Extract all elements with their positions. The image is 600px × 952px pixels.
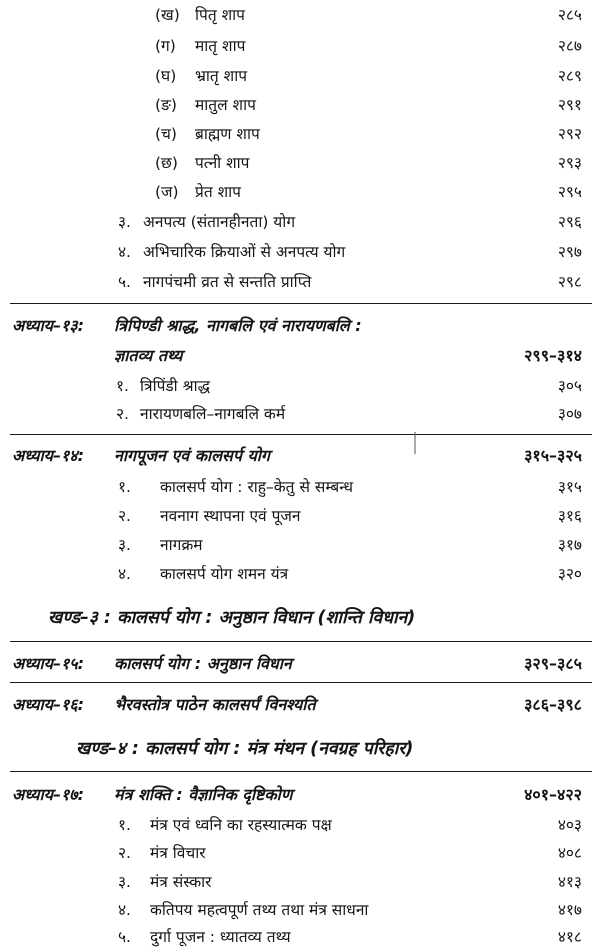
list-item: [0, 532, 600, 560]
item-title: ब्राह्मण शाप: [195, 125, 260, 143]
item-title: मातृ शाप: [195, 37, 246, 55]
list-item: [0, 239, 600, 267]
chapter-title: भैरवस्तोत्र पाठेन कालसर्पं विनश्यति: [114, 695, 316, 714]
list-item: [0, 269, 600, 297]
section-divider: [10, 434, 592, 435]
item-title: अनपत्य (संतानहीनता) योग: [143, 213, 296, 231]
item-page: ४०३: [557, 816, 582, 834]
chapter-label: अध्याय–१७:: [12, 785, 84, 804]
chapter-page-range: २९९–३१४: [524, 346, 582, 365]
chapter-title: मंत्र शक्ति : वैज्ञानिक दृष्टिकोण: [114, 785, 293, 804]
section-divider: [10, 303, 592, 304]
item-page: ४१३: [557, 873, 582, 891]
chapter-heading: [0, 692, 600, 720]
item-marker: (छ): [155, 154, 178, 172]
item-marker: ३.: [118, 873, 131, 891]
item-marker: २.: [118, 507, 131, 525]
item-page: २८५: [557, 6, 582, 24]
item-marker: (ङ): [155, 96, 177, 114]
list-item: [0, 373, 600, 401]
item-page: ३२०: [557, 565, 582, 583]
list-item: [0, 150, 600, 178]
item-marker: (घ): [155, 67, 177, 85]
item-page: २९३: [557, 154, 582, 172]
item-title: कतिपय महत्वपूर्ण तथ्य तथा मंत्र साधना: [150, 901, 369, 919]
list-item: [0, 401, 600, 429]
item-page: २९१: [557, 96, 582, 114]
item-title: कालसर्प योग शमन यंत्र: [160, 565, 289, 583]
item-marker: १.: [118, 478, 131, 496]
list-item: [0, 121, 600, 149]
item-title: प्रेत शाप: [195, 183, 241, 201]
list-item: [0, 474, 600, 502]
khand-title: खण्ड–४ : कालसर्प योग : मंत्र मंथन (नवग्रह परिहार): [76, 739, 414, 759]
item-title: नारायणबलि–नागबलि कर्म: [140, 405, 286, 423]
item-marker: (च): [155, 125, 177, 143]
item-title: पत्नी शाप: [195, 154, 250, 172]
item-page: २८७: [557, 37, 582, 55]
chapter-page-range: ४०१–४२२: [524, 785, 582, 804]
item-marker: ५.: [118, 273, 131, 291]
item-marker: (ज): [155, 183, 179, 201]
item-page: ३१७: [557, 536, 582, 554]
list-item: [0, 92, 600, 120]
item-marker: (ग): [155, 37, 176, 55]
chapter-label: अध्याय–१५:: [12, 654, 84, 673]
item-marker: ३.: [118, 213, 131, 231]
item-title: मंत्र विचार: [150, 844, 206, 862]
item-page: ३१६: [557, 507, 582, 525]
chapter-subheading: [0, 343, 600, 371]
section-heading: [0, 737, 600, 767]
chapter-title: कालसर्प योग : अनुष्ठान विधान: [114, 654, 292, 673]
chapter-heading: [0, 443, 600, 471]
item-page: २९८: [557, 273, 582, 291]
item-page: २९२: [557, 125, 582, 143]
chapter-label: अध्याय–१४:: [12, 446, 84, 465]
item-title: कालसर्प योग : राहु–केतु से सम्बन्ध: [160, 478, 354, 496]
item-title: दुर्गा पूजन : ध्यातव्य तथ्य: [150, 928, 291, 946]
item-page: ३१५: [557, 478, 582, 496]
list-item: [0, 897, 600, 925]
item-title: पितृ शाप: [195, 6, 245, 24]
chapter-page-range: ३२९–३८५: [524, 654, 582, 673]
list-item: [0, 179, 600, 207]
section-divider: [10, 641, 592, 642]
item-page: ३०७: [557, 405, 582, 423]
item-title: नागपंचमी व्रत से सन्तति प्राप्ति: [143, 273, 312, 291]
item-title: अभिचारिक क्रियाओं से अनपत्य योग: [143, 243, 346, 261]
item-marker: ४.: [118, 901, 131, 919]
list-item: [0, 924, 600, 952]
item-title: नवनाग स्थापना एवं पूजन: [160, 507, 301, 525]
item-marker: (ख): [155, 6, 180, 24]
item-page: २८९: [557, 67, 582, 85]
section-divider: [10, 771, 592, 772]
chapter-label: अध्याय–१६:: [12, 695, 84, 714]
chapter-title: नागपूजन एवं कालसर्प योग: [114, 446, 270, 465]
item-page: २९५: [557, 183, 582, 201]
chapter-subtitle: ज्ञातव्य तथ्य: [114, 346, 183, 365]
chapter-heading: [0, 782, 600, 810]
list-item: [0, 209, 600, 237]
chapter-label: अध्याय–१३:: [12, 316, 84, 335]
item-title: मंत्र एवं ध्वनि का रहस्यात्मक पक्ष: [150, 816, 332, 834]
item-page: ४०८: [557, 844, 582, 862]
list-item: [0, 869, 600, 897]
item-page: ३०५: [557, 377, 582, 395]
section-divider: [10, 682, 592, 683]
item-marker: ५.: [118, 928, 131, 946]
chapter-page-range: ३१५–३२५: [524, 446, 582, 465]
khand-title: खण्ड–३ : कालसर्प योग : अनुष्ठान विधान (शान्ति विधान): [48, 608, 416, 628]
item-page: २९७: [557, 243, 582, 261]
chapter-heading: [0, 651, 600, 679]
chapter-page-range: ३८६–३९८: [524, 695, 582, 714]
section-heading: [0, 606, 600, 636]
list-item: [0, 503, 600, 531]
list-item: [0, 812, 600, 840]
item-marker: ४.: [118, 565, 131, 583]
item-marker: २.: [116, 405, 129, 423]
item-title: मंत्र संस्कार: [150, 873, 212, 891]
list-item: [0, 561, 600, 589]
item-marker: १.: [116, 377, 129, 395]
item-page: ४१७: [557, 901, 582, 919]
chapter-heading: [0, 313, 600, 341]
item-page: २९६: [557, 213, 582, 231]
item-page: ४१८: [557, 928, 582, 946]
print-speck: [414, 432, 416, 454]
list-item: [0, 33, 600, 61]
item-marker: ३.: [118, 536, 131, 554]
chapter-title: त्रिपिण्डी श्राद्ध, नागबलि एवं नारायणबलि :: [114, 316, 362, 335]
item-title: त्रिपिंडी श्राद्ध: [140, 377, 210, 395]
list-item: [0, 63, 600, 91]
item-marker: २.: [118, 844, 131, 862]
item-title: मातुल शाप: [195, 96, 256, 114]
item-title: भ्रातृ शाप: [195, 67, 248, 85]
list-item: [0, 2, 600, 30]
item-title: नागक्रम: [160, 536, 203, 554]
item-marker: ४.: [118, 243, 131, 261]
list-item: [0, 840, 600, 868]
item-marker: १.: [118, 816, 131, 834]
